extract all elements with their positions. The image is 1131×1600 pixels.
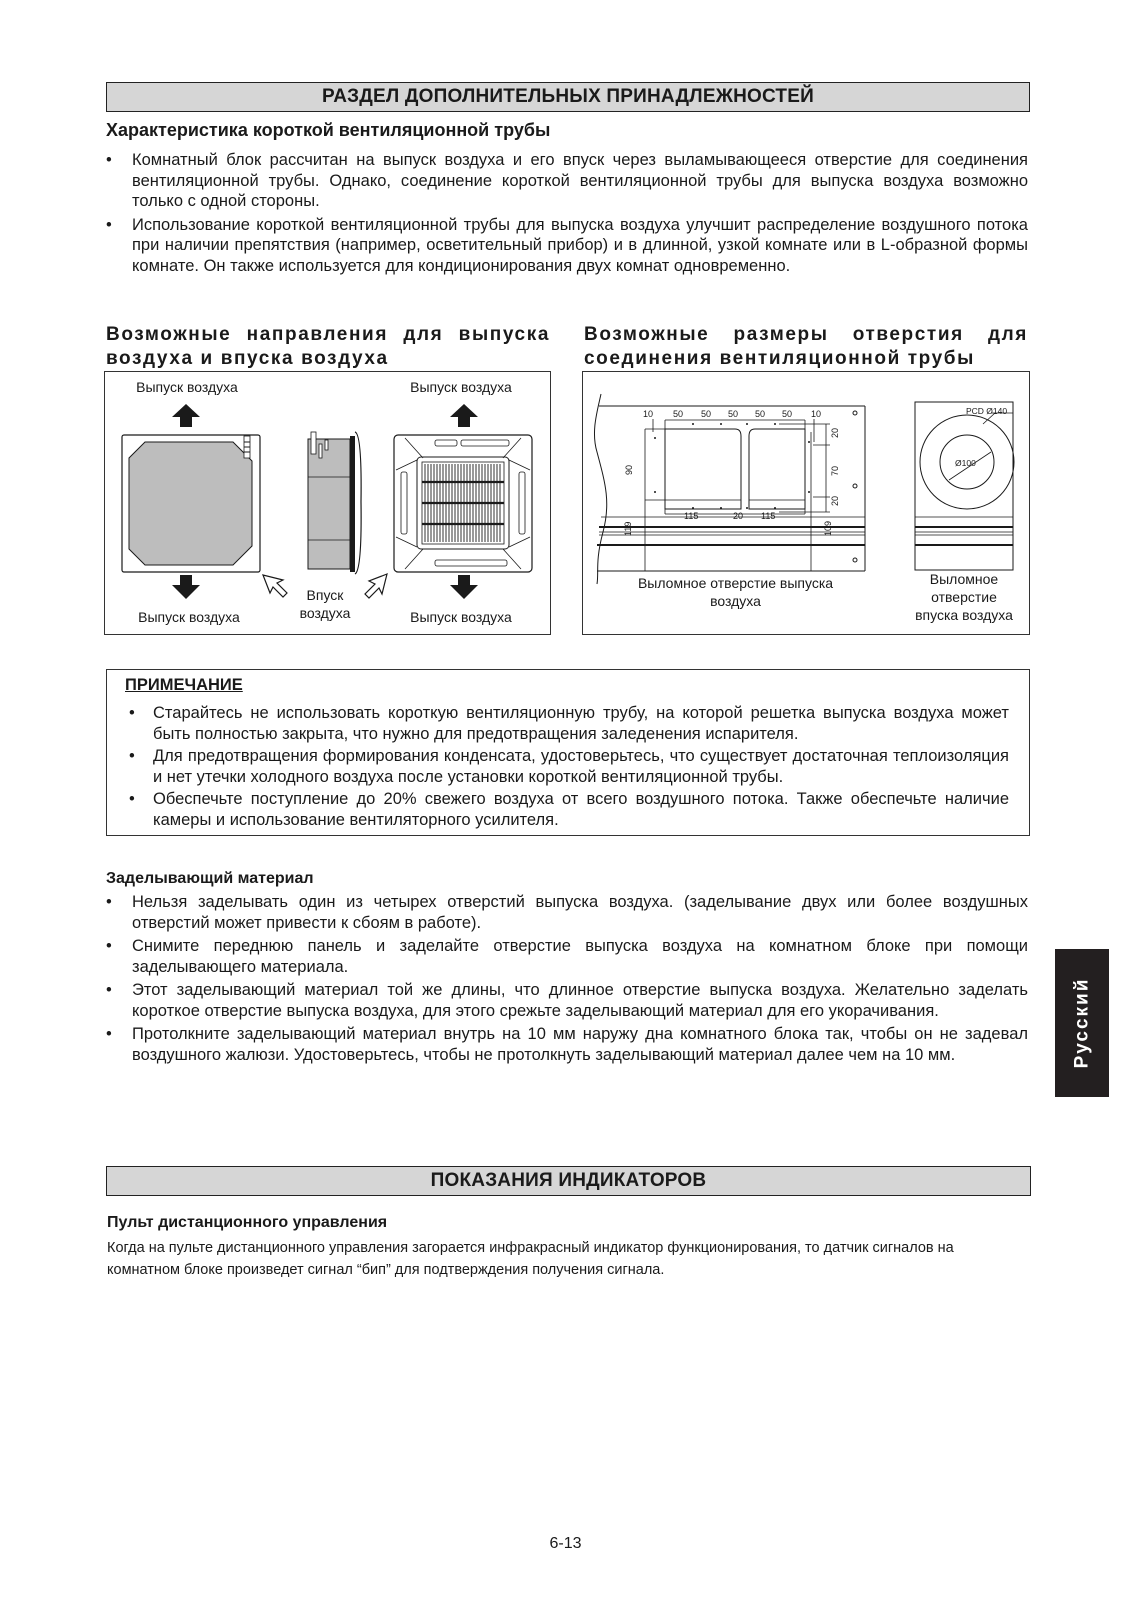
svg-text:50: 50 xyxy=(755,409,766,419)
section-header-indicators xyxy=(106,1166,1031,1196)
svg-text:115: 115 xyxy=(684,511,699,521)
svg-text:20: 20 xyxy=(733,511,744,521)
list-item: • Этот заделывающий материал той же длины, что длинное отверстие выпуска воздуха. Желательно заделать короткое отверстие выпуска воздуха, для этого срежьте заделывающий материал для его укорачивания. xyxy=(106,980,1028,1021)
svg-text:20: 20 xyxy=(830,427,840,438)
inlet-knockout-caption: Выломное отверстие впуска воздуха xyxy=(915,571,1013,623)
list-item: • Нельзя заделывать один из четырех отверстий выпуска воздуха. (заделывание двух или более воздушных отверстий может привести к сбоям в работе). xyxy=(106,892,1028,933)
figure-right-title: Возможные размеры отверстия для соединения вентиляционной трубы xyxy=(584,324,1028,369)
subtitle-remote-control: Пульт дистанционного управления xyxy=(107,1214,388,1231)
section-header-text: РАЗДЕЛ ДОПОЛНИТЕЛЬНЫХ ПРИНАДЛЕЖНОСТЕЙ xyxy=(322,86,814,107)
dim-diameter: Ø100 xyxy=(955,458,976,468)
dim-top-0: 10 xyxy=(643,409,654,419)
list-item: • Протолкните заделывающий материал внутрь на 10 мм наружу дна комнатного блока так, чтобы он не задевал воздушного жалюзи. Удостоверьтесь, чтобы не протолкнуть заделывающий материал далее чем на 10 мм. xyxy=(106,1024,1028,1065)
arrow-down-icon xyxy=(172,575,478,599)
note-box xyxy=(106,669,1030,836)
label-outlet-top-right: Выпуск воздуха xyxy=(410,379,512,395)
label-outlet-bottom-right: Выпуск воздуха xyxy=(410,609,512,625)
remote-control-text: Когда на пульте дистанционного управления загорается инфракрасный индикатор функционирования, то датчик сигналов на комнатном блоке произведет сигнал “бип” для подтверждения получения сигнала. xyxy=(107,1240,954,1278)
svg-text:50: 50 xyxy=(701,409,712,419)
duct-opening-dimensions-figure xyxy=(582,371,1030,635)
intake-arrow-icon xyxy=(365,574,387,598)
intake-arrow-icon xyxy=(263,575,287,597)
dim-pcd: PCD Ø140 xyxy=(966,406,1008,416)
airflow-directions-figure xyxy=(104,371,551,635)
list-item: • Использование короткой вентиляционной трубы для выпуска воздуха улучшит распределение воздушного потока при наличии препятствия (например, осветительный прибор) и в длинной, узкой комнате или в L-образной формы комнате. Он также используется для кондиционирования двух комнат одновременно. xyxy=(106,215,1028,277)
svg-text:119: 119 xyxy=(623,521,633,536)
svg-text:109: 109 xyxy=(823,520,833,536)
subtitle-sealing-material: Заделывающий материал xyxy=(106,870,314,887)
svg-text:90: 90 xyxy=(624,464,634,475)
list-item: • Обеспечьте поступление до 20% свежего воздуха от всего воздушного потока. Также обеспечьте наличие камеры и использование вентиляторного усилителя. xyxy=(129,789,1009,830)
label-intake: Впуск воздуха xyxy=(299,587,351,621)
language-tab-label: Русский xyxy=(1071,977,1092,1069)
language-tab xyxy=(1055,949,1109,1097)
svg-text:50: 50 xyxy=(782,409,793,419)
list-item: • Для предотвращения формирования конденсата, удостоверьтесь, что существует достаточная теплоизоляция и нет утечки холодного воздуха после установки короткой вентиляционной трубы. xyxy=(129,746,1009,787)
page-number: 6-13 xyxy=(549,1535,582,1552)
sealing-list xyxy=(106,892,1028,1068)
short-duct-list xyxy=(106,150,1028,279)
figure-left-title: Возможные направления для выпуска воздуха и впуска воздуха xyxy=(106,324,550,369)
note-title: ПРИМЕЧАНИЕ xyxy=(125,676,243,694)
airflow-illustration xyxy=(105,372,552,636)
svg-text:10: 10 xyxy=(811,409,822,419)
svg-text:50: 50 xyxy=(673,409,684,419)
label-outlet-top-left: Выпуск воздуха xyxy=(136,379,238,395)
subtitle-short-duct: Характеристика короткой вентиляционной трубы xyxy=(106,120,551,140)
svg-text:50: 50 xyxy=(728,409,739,419)
section-header-text: ПОКАЗАНИЯ ИНДИКАТОРОВ xyxy=(430,1170,707,1191)
arrow-up-icon xyxy=(172,404,478,427)
list-item: • Комнатный блок рассчитан на выпуск воздуха и его впуск через выламывающееся отверстие для соединения вентиляционной трубы. Однако, соединение короткой вентиляционной трубы для выпуска воздуха возможно только с одной стороны. xyxy=(106,150,1028,212)
svg-text:20: 20 xyxy=(830,495,840,506)
list-item: • Снимите переднюю панель и заделайте отверстие выпуска воздуха на комнатном блоке при помощи заделывающего материала. xyxy=(106,936,1028,977)
list-item: • Старайтесь не использовать короткую вентиляционную трубу, на которой решетка выпуска воздуха может быть полностью закрыта, что нужно для предотвращения заледенения испарителя. xyxy=(129,703,1009,744)
svg-text:70: 70 xyxy=(830,465,840,476)
note-list xyxy=(129,703,1009,832)
section-header-accessories xyxy=(106,82,1030,112)
outlet-knockout-caption: Выломное отверстие выпуска воздуха xyxy=(637,575,834,609)
svg-text:115: 115 xyxy=(761,511,776,521)
label-outlet-bottom-left: Выпуск воздуха xyxy=(138,609,240,625)
